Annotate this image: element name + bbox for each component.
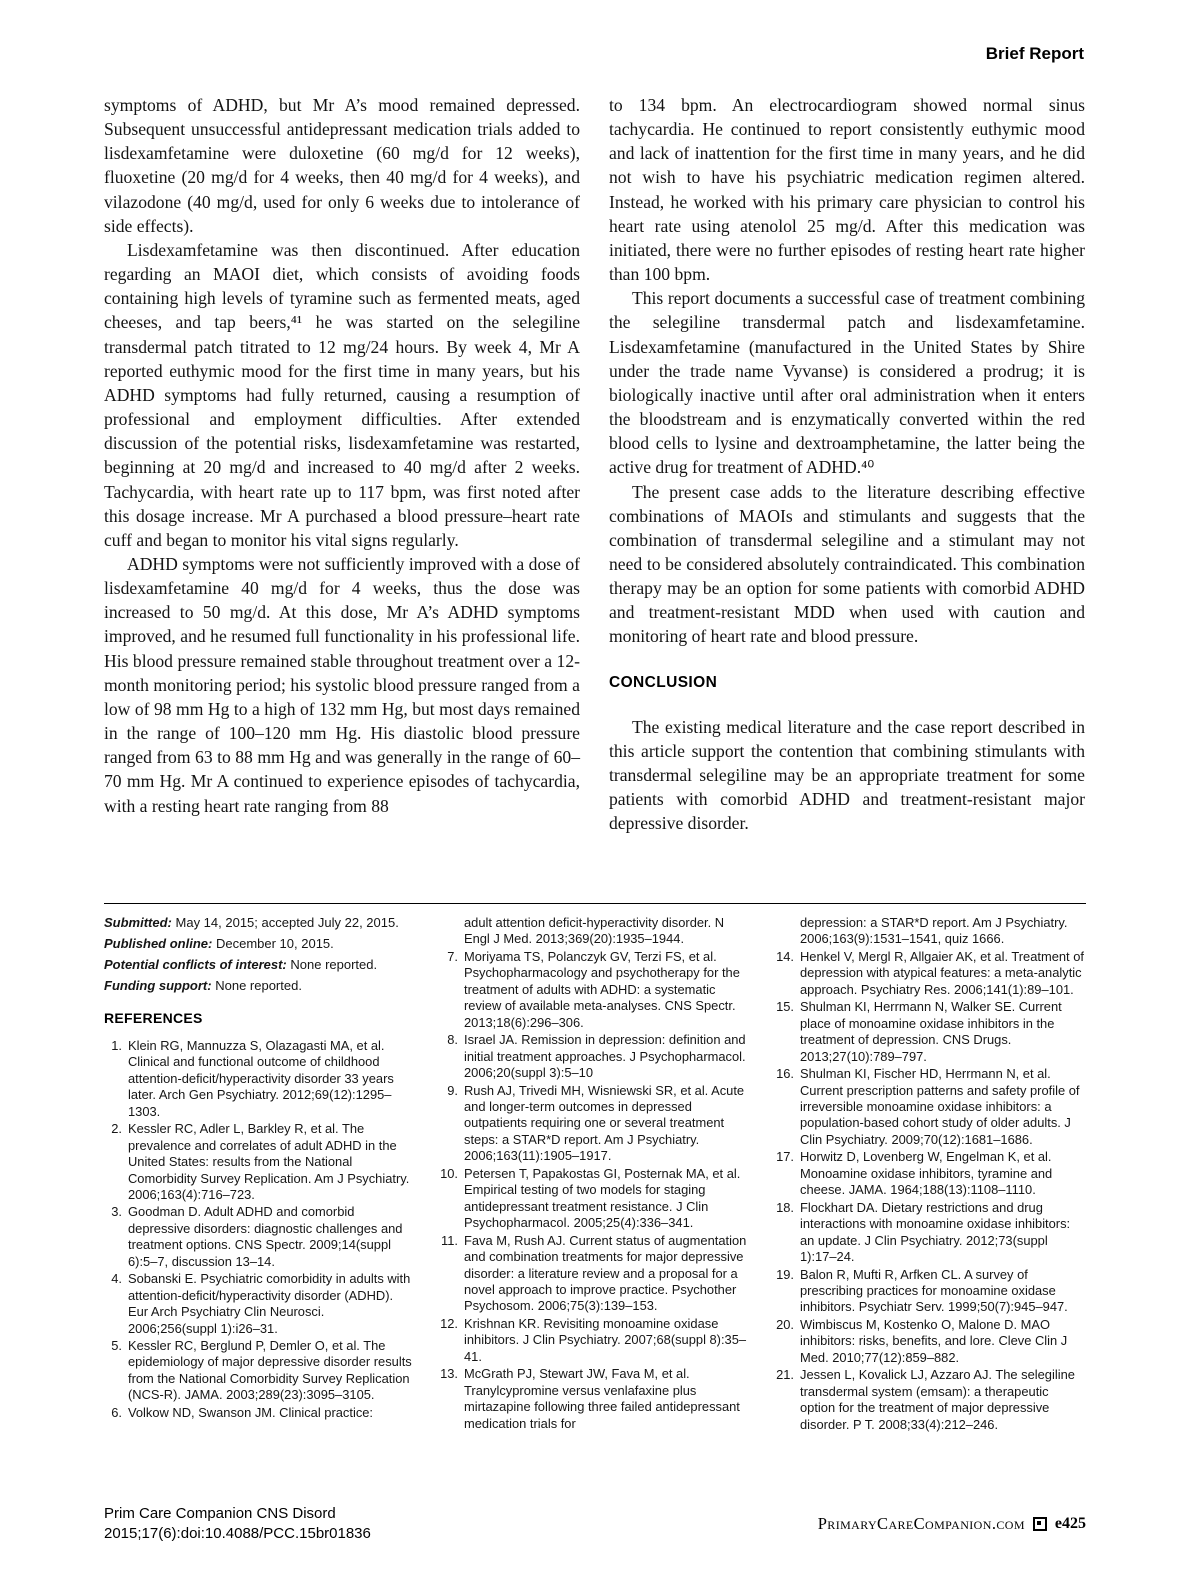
reference-number [776,915,794,948]
reference-item [440,1032,750,1081]
journal-website: PrimaryCareCompanion.com [817,1513,1025,1533]
reference-number: 4. [111,1271,122,1287]
reference-number: 2. [111,1121,122,1137]
reference-text: Horwitz D, Lovenberg W, Engelman K, et al. Monoamine oxidase inhibitors, tyramine and cheese. JAMA. 1964;188(13):1108–1110. [800,1149,1053,1198]
reference-item [776,1267,1086,1316]
reference-number: 6. [111,1404,122,1420]
reference-text: Goodman D. Adult ADHD and comorbid depressive disorders: diagnostic challenges and treatment options. CNS Spectr. 2009;14(suppl 6):5–7, discussion 13–14. [128,1204,403,1269]
reference-item [776,1149,1086,1198]
reference-text: Moriyama TS, Polanczyk GV, Terzi FS, et al. Psychopharmacology and psychotherapy for the treatment of adults with ADHD: a systematic review of available meta-analyses. CNS Spectr. 2013;18(6):296–306. [464,948,740,1030]
reference-text: Volkow ND, Swanson JM. Clinical practice: [128,1404,374,1420]
reference-item [104,1204,414,1270]
article-footnotes [104,915,414,995]
reference-number: 12. [440,1315,458,1331]
reference-number: 8. [447,1032,458,1048]
body-column-left [104,93,580,835]
reference-text: Klein RG, Mannuzza S, Olazagasti MA, et al. Clinical and functional outcome of childhood attention-deficit/hyperactivity disorder 33 years later. Arch Gen Psychiatry. 2012;69(12):1295–1303. [128,1037,394,1119]
body-paragraph: Lisdexamfetamine was then discontinued. After education regarding an MAOI diet, which consists of avoiding foods containing high levels of tyramine such as fermented meats, aged cheeses, and tap beers,⁴¹ he was started on the selegiline transdermal patch titrated to 12 mg/24 hours. By week 4, Mr A reported euthymic mood for the first time in many years, but his ADHD symptoms had fully returned, causing a resumption of professional and employment difficulties. After extended discussion of the potential risks, lisdexamfetamine was restarted, beginning at 20 mg/d and increased to 40 mg/d after 2 weeks. Tachycardia, with heart rate up to 117 bpm, was first noted after this dosage increase. Mr A purchased a blood pressure–heart rate cuff and began to monitor his vital signs regularly. [104,239,580,550]
reference-item [104,1338,414,1404]
footnote [104,978,414,995]
reference-text: Henkel V, Mergl R, Allgaier AK, et al. Treatment of depression with atypical features: a meta-analytic approach. Psychiatry Res. 2006;141(1):89–101. [800,948,1084,997]
page-footer [104,1504,1086,1543]
reference-item [776,999,1086,1065]
body-paragraph: to 134 bpm. An electrocardiogram showed normal sinus tachycardia. He continued to report consistently euthymic mood and lack of inattention for the first time in many years, and he did not wish to have his psychiatric medication regimen altered. Instead, he worked with his primary care physician to control his heart rate using atenolol 25 mg/d. After this medication was initiated, there were no further episodes of resting heart rate higher than 100 bpm. [609,95,1085,285]
footer-right [818,1514,1086,1534]
references-heading: REFERENCES [104,1009,203,1026]
reference-text: Kessler RC, Adler L, Barkley R, et al. The prevalence and correlates of adult ADHD in the United States: results from the National Comorbidity Survey Replication. Am J Psychiatry. 2006;163(4):716–723. [128,1121,410,1202]
reference-number: 5. [111,1338,122,1354]
reference-number: 20. [776,1316,794,1332]
reference-text: Rush AJ, Trivedi MH, Wisniewski SR, et al. Acute and longer-term outcomes in depressed outpatients requiring one or several treatment steps: a STAR*D report. Am J Psychiatry. 2006;163(11):1905–1917. [464,1082,745,1164]
page-number: e425 [1054,1514,1086,1532]
footnote-label: Funding support: [104,978,212,994]
reference-number: 1. [111,1037,122,1053]
reference-item [776,1066,1086,1148]
reference-item [104,1271,414,1337]
reference-list-3 [776,915,1086,1433]
reference-item [776,949,1086,998]
journal-citation [104,1504,371,1543]
reference-number: 18. [776,1199,794,1215]
footnote-label: Potential conflicts of interest: [104,957,287,973]
footnote [104,936,414,953]
reference-text: adult attention deficit-hyperactivity disorder. N Engl J Med. 2013;369(20):1935–1944. [464,915,725,947]
body-column-right-paragraphs [609,93,1085,649]
reference-text: Jessen L, Kovalick LJ, Azzaro AJ. The selegiline transdermal system (emsam): a therapeutic option for the treatment of major depressive disorder. P T. 2008;33(4):212–246. [800,1367,1075,1432]
reference-item [440,915,750,948]
references-column-3 [776,915,1086,1434]
reference-number: 19. [776,1266,794,1282]
reference-item [440,1366,750,1432]
reference-list-2 [440,915,750,1432]
reference-text: Krishnan KR. Revisiting monoamine oxidase inhibitors. J Clin Psychiatry. 2007;68(suppl 8):35–41. [464,1315,747,1364]
reference-number: 15. [776,999,794,1015]
running-head-label: Brief Report [985,44,1084,63]
footnote-label: Submitted: [104,915,172,930]
conclusion-heading: CONCLUSION [609,673,718,691]
reference-text: Sobanski E. Psychiatric comorbidity in adults with attention-deficit/hyperactivity disorder (ADHD). Eur Arch Psychiatry Clin Neurosci. 2006;256(suppl 1):i26–31. [128,1271,411,1336]
reference-text: Israel JA. Remission in depression: definition and initial treatment approaches. J Psychopharmacol. 2006;20(suppl 3):5–10 [464,1032,746,1081]
reference-number: 17. [776,1149,794,1165]
reference-text: Shulman KI, Fischer HD, Herrmann N, et al. Current prescription patterns and safety profile of irreversible monoamine oxidase inhibitors: a population-based cohort study of older adults. J Clin Psychiatry. 2009;70(12):1681–1686. [800,1066,1080,1147]
reference-text: Flockhart DA. Dietary restrictions and drug interactions with monoamine oxidase inhibitors: an update. J Clin Psychiatry. 2012;73(suppl 1):17–24. [800,1199,1071,1265]
reference-number: 16. [776,1066,794,1082]
body-paragraph: symptoms of ADHD, but Mr A’s mood remained depressed. Subsequent unsuccessful antidepressant medication trials added to lisdexamfetamine were duloxetine (60 mg/d for 12 weeks), fluoxetine (20 mg/d for 4 weeks, then 40 mg/d for 4 weeks), and vilazodone (40 mg/d, used for only 6 weeks due to intolerance of side effects). [104,95,580,236]
reference-item [440,1316,750,1365]
running-head [986,44,1084,64]
reference-item [440,1083,750,1165]
reference-item [440,1233,750,1315]
reference-number: 21. [776,1367,794,1383]
reference-text: depression: a STAR*D report. Am J Psychiatry. 2006;163(9):1531–1541, quiz 1666. [800,915,1068,947]
reference-text: Fava M, Rush AJ. Current status of augmentation and combination treatments for major depressive disorder: a literature review and a proposal for a novel approach to improve practice. Psychother Psychosom. 2006;75(3):139–153. [464,1232,747,1314]
footnote-text: May 14, 2015; accepted July 22, 2015. [175,915,399,930]
body-paragraph: ADHD symptoms were not sufficiently improved with a dose of lisdexamfetamine 40 mg/d for 4 weeks, thus the dose was increased to 50 mg/d. At this dose, Mr A’s ADHD symptoms improved, and he resumed full functionality in his professional life. His blood pressure remained stable throughout treatment over a 12-month monitoring period; his systolic blood pressure ranged from a low of 98 mm Hg to a high of 132 mm Hg, but most days remained in the range of 100–120 mm Hg. His diastolic blood pressure ranged from 63 to 88 mm Hg and was generally in the range of 60–70 mm Hg. Mr A continued to experience episodes of tachycardia, with a resting heart rate ranging from 88 [104,553,580,816]
reference-number: 9. [447,1082,458,1098]
footnote [104,957,414,974]
footnote [104,915,414,932]
reference-item [776,1317,1086,1366]
reference-text: Wimbiscus M, Kostenko O, Malone D. MAO inhibitors: risks, benefits, and lore. Cleve Clin J Med. 2010;77(12):859–882. [800,1316,1068,1365]
journal-logo-icon [1033,1517,1047,1531]
journal-doi: 2015;17(6):doi:10.4088/PCC.15br01836 [104,1524,371,1542]
footnote-label: Published online: [104,936,213,952]
footnote-divider-rule [104,903,1086,904]
reference-text: Kessler RC, Berglund P, Demler O, et al. The epidemiology of major depressive disorder results from the National Comorbidity Survey Replication (NCS-R). JAMA. 2003;289(23):3095–3105. [128,1338,412,1403]
conclusion-paragraph: The existing medical literature and the case report described in this article support the contention that combining stimulants with transdermal selegiline may be an appropriate treatment for some patients with comorbid ADHD and treatment-resistant major depressive disorder. [609,716,1085,834]
reference-item [776,1200,1086,1266]
reference-number: 3. [111,1204,122,1220]
reference-text: Petersen T, Papakostas GI, Posternak MA, et al. Empirical testing of two models for staging antidepressant treatment resistance. J Clin Psychopharmacol. 2005;25(4):336–341. [464,1165,741,1231]
reference-number [440,915,458,948]
article-body [104,93,1086,835]
reference-item [104,1038,414,1120]
references-section [104,915,1086,1434]
reference-text: Shulman KI, Herrmann N, Walker SE. Current place of monoamine oxidase inhibitors in the treatment of depression. CNS Drugs. 2013;27(10):789–797. [800,999,1062,1064]
reference-text: McGrath PJ, Stewart JW, Fava M, et al. Tranylcypromine versus venlafaxine plus mirtazapine following three failed antidepressant medication trials for [464,1366,740,1431]
reference-number: 13. [440,1366,458,1382]
reference-text: Balon R, Mufti R, Arfken CL. A survey of prescribing practices for monoamine oxidase inhibitors. Psychiatr Serv. 1999;50(7):945–947. [800,1266,1068,1315]
journal-page [104,0,1086,1584]
reference-item [104,1405,414,1421]
footnote-text: December 10, 2015. [215,936,334,952]
reference-item [440,1166,750,1232]
body-paragraph: This report documents a successful case of treatment combining the selegiline transdermal patch and lisdexamfetamine. Lisdexamfetamine (manufactured in the United States by Shire under the trade name Vyvanse) is considered a prodrug; it is biologically inactive until after oral administration when it enters the bloodstream and is enzymatically converted within the red blood cells to lysine and dextroamphetamine, the latter being the active drug for treatment of ADHD.⁴⁰ [609,288,1085,478]
references-column-2 [440,915,750,1434]
references-column-1 [104,915,414,1434]
journal-name: Prim Care Companion CNS Disord [104,1505,336,1522]
journal-logo-inner [1037,1521,1041,1525]
reference-number: 14. [776,948,794,964]
body-paragraph: The present case adds to the literature describing effective combinations of MAOIs and stimulants and suggests that the combination of transdermal selegiline and a stimulant may not need to be considered absolutely contraindicated. This combination therapy may be an option for some patients with comorbid ADHD and treatment-resistant MDD when used with caution and monitoring of heart rate and blood pressure. [609,481,1085,647]
reference-item [440,949,750,1031]
reference-list-1 [104,1038,414,1421]
footnote-text: None reported. [215,978,302,994]
reference-number: 11. [441,1232,458,1248]
body-column-right [609,93,1085,835]
reference-item [776,915,1086,948]
reference-item [776,1367,1086,1433]
reference-number: 10. [440,1165,458,1181]
reference-item [104,1121,414,1203]
reference-number: 7. [447,948,458,964]
footnote-text: None reported. [290,957,378,973]
